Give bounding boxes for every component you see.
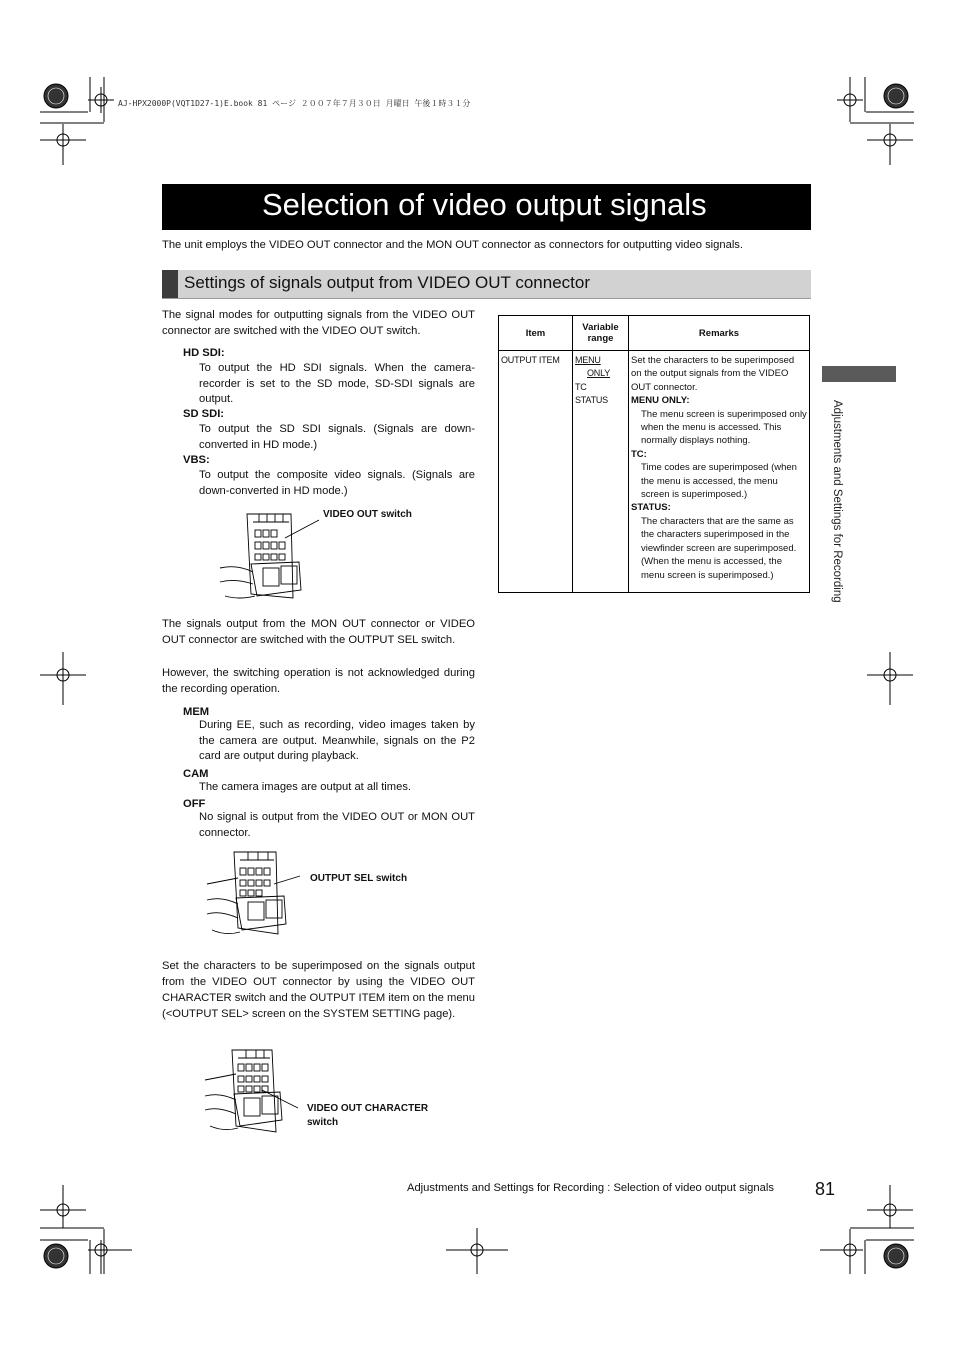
tc-label: TC: — [631, 448, 647, 460]
header-range-line2: range — [587, 333, 614, 344]
output-sel-paragraph: The signals output from the MON OUT connector or VIDEO OUT connector are switched with the OUTPUT SEL switch. — [162, 618, 475, 646]
range-menu: MENU — [575, 355, 601, 365]
item-cell: OUTPUT ITEM — [499, 351, 573, 593]
header-item: Item — [499, 316, 573, 351]
video-out-character-caption-1: VIDEO OUT CHARACTER — [307, 1103, 429, 1114]
range-tc: TC — [575, 381, 587, 392]
table-header-row — [499, 316, 810, 351]
status-label: STATUS: — [631, 502, 671, 514]
video-out-switch-caption: VIDEO OUT switch — [323, 509, 412, 520]
character-paragraph: Set the characters to be superimposed on the signals output from the VIDEO OUT connector by using the VIDEO OUT CHARACTER switch and the OUTPUT ITEM item on the menu (<OUTPUT SEL> screen on the SYSTEM SETTING page). — [162, 960, 475, 1020]
mem-label: MEM — [183, 706, 210, 718]
menu-only-desc: The menu screen is superimposed only when the menu is accessed. This normally displays nothing. — [641, 408, 807, 447]
section-heading-bar — [162, 270, 811, 299]
hd-sdi-desc: To output the HD SDI signals. When the camera-recorder is set to the SD mode, SD-SDI signals are output. — [199, 362, 475, 405]
status-desc: The characters that are the same as the characters superimposed in the viewfinder screen are superimposed. — [641, 515, 797, 554]
chapter-side-label: Adjustments and Settings for Recording — [831, 400, 843, 603]
header-variable-range — [573, 316, 629, 351]
output-sel-switch-illustration — [202, 848, 312, 940]
range-cell — [573, 351, 629, 593]
mem-desc: During EE, such as recording, video images taken by the camera are output. Meanwhile, signals on the P2 card are output during playback. — [199, 719, 475, 762]
section-heading-marker — [162, 270, 178, 298]
page-title-bar — [162, 184, 811, 230]
output-sel-switch-caption: OUTPUT SEL switch — [310, 873, 408, 884]
hd-sdi-label: HD SDI: — [183, 347, 225, 359]
intro-paragraph: The unit employs the VIDEO OUT connector and the MON OUT connector as connectors for outputting video signals. — [162, 239, 744, 251]
range-only: ONLY — [587, 368, 611, 379]
footer-breadcrumb: Adjustments and Settings for Recording : Selection of video output signals — [407, 1182, 774, 1194]
book-file-header: AJ-HPX2000P(VQT1D27-1)E.book 81 ページ ２００７年７月３０日 月曜日 午後１時３１分 — [118, 99, 471, 108]
status-note: (When the menu is accessed, the menu screen is superimposed.) — [641, 556, 782, 581]
page-title: Selection of video output signals — [262, 187, 707, 222]
header-range-line1: Variable — [582, 322, 619, 333]
header-remarks: Remarks — [629, 316, 810, 351]
remarks-cell — [629, 351, 810, 593]
video-out-paragraph: The signal modes for outputting signals from the VIDEO OUT connector are switched with the VIDEO OUT switch. — [162, 309, 475, 337]
video-out-character-switch-illustration — [200, 1046, 310, 1138]
video-out-switch-illustration — [215, 508, 325, 604]
vbs-label: VBS: — [183, 454, 210, 466]
tc-desc: Time codes are superimposed (when the menu is accessed, the menu screen is superimposed.) — [641, 462, 797, 501]
off-label: OFF — [183, 798, 206, 810]
vbs-desc: To output the composite video signals. (Signals are down-converted in HD mode.) — [199, 469, 475, 497]
remark-intro: Set the characters to be superimposed on the output signals from the VIDEO OUT connector. — [631, 355, 795, 393]
range-status: STATUS — [575, 395, 608, 406]
page-number: 81 — [815, 1179, 836, 1199]
output-sel-note: However, the switching operation is not acknowledged during the recording operation. — [162, 667, 475, 695]
video-out-character-caption-2: switch — [307, 1117, 339, 1128]
chapter-side-tab — [822, 366, 896, 382]
off-desc: No signal is output from the VIDEO OUT or MON OUT connector. — [199, 811, 475, 839]
section-heading: Settings of signals output from VIDEO OUT connector — [184, 273, 590, 292]
cam-desc: The camera images are output at all times. — [199, 781, 412, 793]
output-item-table — [498, 315, 810, 593]
table-row — [499, 351, 810, 593]
cam-label: CAM — [183, 768, 209, 780]
menu-only-label: MENU ONLY: — [631, 395, 690, 407]
sd-sdi-label: SD SDI: — [183, 408, 225, 420]
sd-sdi-desc: To output the SD SDI signals. (Signals are down-converted in HD mode.) — [199, 423, 475, 451]
